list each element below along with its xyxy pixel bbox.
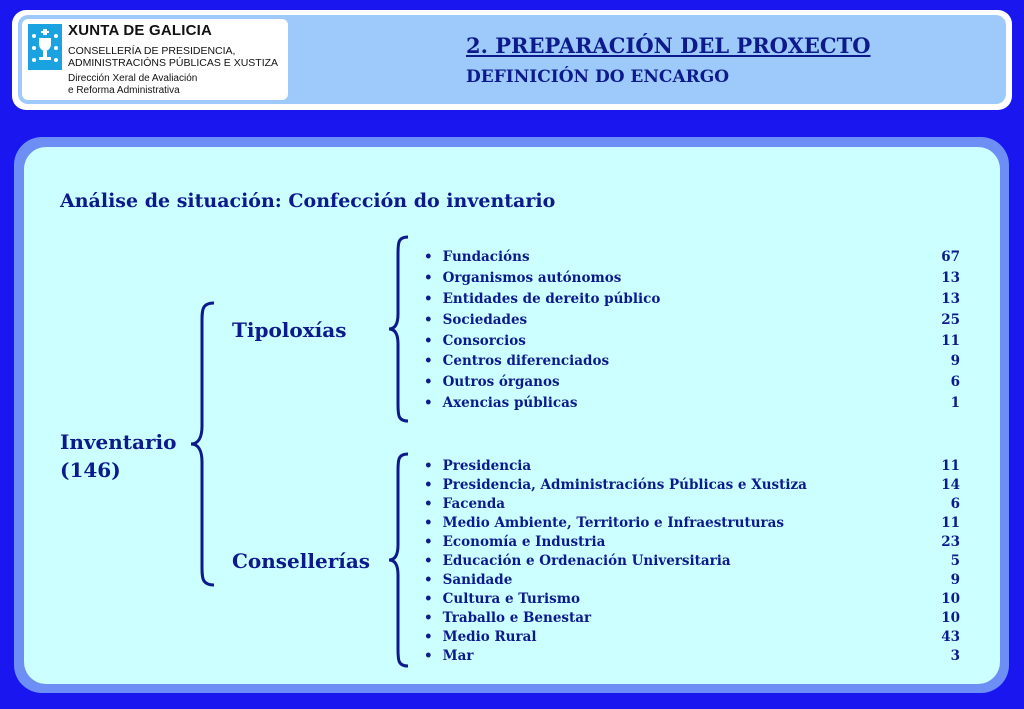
item-count: 10 [941,610,960,626]
section-title: Análise de situación: Confección do inventario [60,190,556,212]
item-name: • Consorcios [424,331,526,352]
item-name: • Economía e Industria [424,533,605,552]
group-label-tipoloxias: Tipoloxías [232,318,347,342]
item-name: • Outros órganos [424,372,560,393]
list-item [424,393,960,414]
item-count: 11 [941,515,960,531]
item-count: 6 [950,374,960,391]
item-count: 23 [941,534,960,550]
item-count: 11 [941,332,960,349]
list-item [424,590,960,609]
logo-conselleria-line1: CONSELLERÍA DE PRESIDENCIA, [68,45,236,57]
item-count: 67 [941,249,960,265]
item-name: • Educación e Ordenación Universitaria [424,552,731,571]
xunta-shield-icon [28,24,62,70]
inventory-total: (146) [60,458,121,482]
list-item [424,372,960,393]
inventory-label [60,428,176,484]
item-count: 5 [950,553,960,569]
item-count: 1 [950,395,960,412]
item-count: 9 [950,353,960,370]
logo-conselleria-line2: ADMINISTRACIÓNS PÚBLICAS E XUSTIZA [68,57,279,69]
item-name: • Fundacións [424,247,530,268]
consellerias-list [424,457,960,666]
item-name: • Medio Rural [424,628,536,647]
list-item [424,552,960,571]
item-count: 11 [941,458,960,474]
list-item [424,476,960,495]
logo-xunta-text: XUNTA DE GALICIA [68,22,213,39]
logo-direccion-line1: Dirección Xeral de Avaliación [68,73,198,84]
item-name: • Centros diferenciados [424,351,609,372]
page-title: 2. PREPARACIÓN DEL PROXECTO [466,33,871,58]
logo-conselleria-text [68,45,278,69]
inventory-title: Inventario [60,430,177,454]
page-subtitle: DEFINICIÓN DO ENCARGO [466,67,730,87]
item-name: • Cultura e Turismo [424,590,580,609]
list-item [424,533,960,552]
item-name: • Organismos autónomos [424,268,621,289]
item-count: 3 [950,648,960,664]
item-name: • Presidencia [424,457,531,476]
item-name: • Sociedades [424,310,527,331]
logo-direccion-line2: e Reforma Administrativa [68,85,180,96]
list-item [424,457,960,476]
list-item [424,514,960,533]
item-count: 25 [941,311,960,328]
list-item [424,628,960,647]
item-count: 10 [941,591,960,607]
item-count: 43 [941,629,960,645]
list-item [424,571,960,590]
item-name: • Presidencia, Administracións Públicas e Xustiza [424,476,807,495]
list-item [424,647,960,666]
list-item [424,247,960,268]
list-item [424,331,960,352]
item-name: • Medio Ambiente, Territorio e Infraestruturas [424,514,784,533]
item-count: 9 [950,572,960,588]
group-label-consellerias: Consellerías [232,549,371,573]
logo-direccion-text [68,73,197,97]
tipoloxias-brace-icon [386,234,412,424]
list-item [424,289,960,310]
list-item [424,268,960,289]
item-count: 6 [950,496,960,512]
item-name: • Mar [424,647,473,666]
item-name: • Sanidade [424,571,512,590]
item-count: 13 [941,269,960,286]
consellerias-brace-icon [386,451,412,669]
item-count: 14 [941,477,960,493]
list-item [424,609,960,628]
tipoloxias-list [424,247,960,414]
item-name: • Entidades de dereito público [424,289,660,310]
list-item [424,310,960,331]
list-item [424,495,960,514]
item-count: 13 [941,290,960,307]
list-item [424,351,960,372]
item-name: • Traballo e Benestar [424,609,591,628]
item-name: • Facenda [424,495,505,514]
item-name: • Axencias públicas [424,393,577,414]
main-brace-icon [188,300,218,588]
